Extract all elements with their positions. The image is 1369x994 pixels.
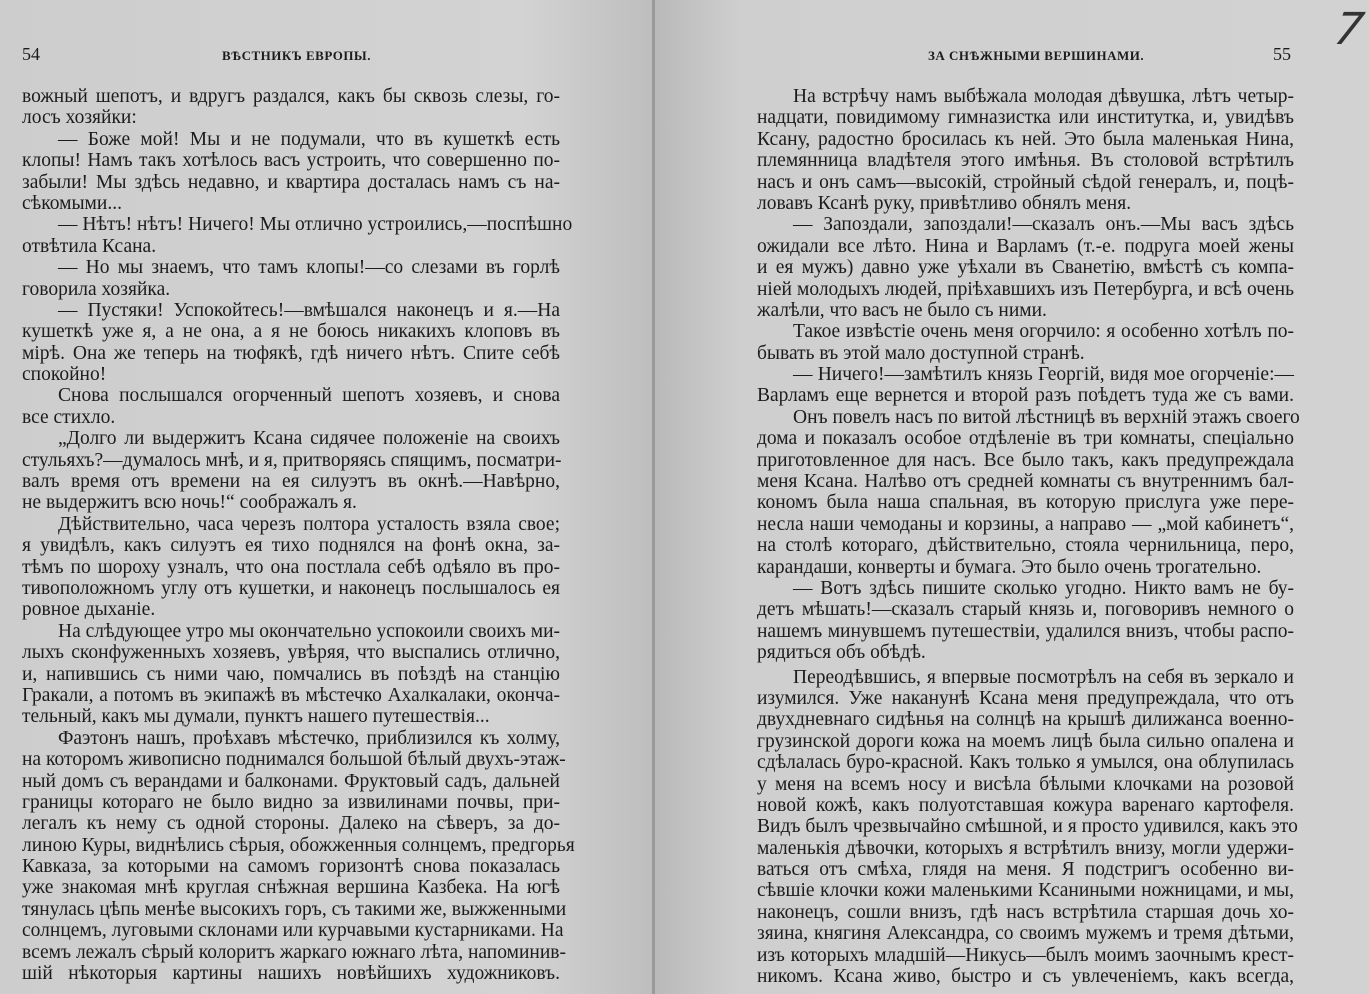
text-line: солнцемъ, луговыми склонами или курчавыми кустарниками. На xyxy=(22,920,564,942)
text-line: племянница владѣтеля этого имѣнья. Въ столовой встрѣтилъ xyxy=(757,150,1294,172)
running-head: ЗА СНѢЖНЫМИ ВЕРШИНАМИ. xyxy=(928,48,1145,63)
text-line: — Вотъ здѣсь пишите сколько угодно. Никто вамъ не бу- xyxy=(793,577,1294,599)
text-line: На слѣдующее утро мы окончательно успокоили своихъ ми- xyxy=(58,620,560,642)
text-line: новой кожѣ, какъ полуотставшая кожура варенаго картофеля. xyxy=(757,794,1294,816)
text-line: вожный шепотъ, и вдругъ раздался, какъ бы сквозь слезы, го- xyxy=(22,86,560,107)
text-line: и ея мужъ) давно уже уѣхали въ Сванетію, вмѣстѣ съ компа- xyxy=(757,257,1294,279)
text-line: у меня на всемъ носу и висѣла бѣлыми клочками на розовой xyxy=(757,773,1294,795)
text-line: грузинской дороги кожа на моемъ лицѣ была сильно опалена и xyxy=(757,730,1294,752)
text-line: говорила хозяйка. xyxy=(22,278,171,300)
text-line: клопы! Намъ такъ хотѣлось васъ устроить, что совершенно по- xyxy=(22,150,560,172)
text-line: двухдневнаго сидѣнья на солнцѣ на крышѣ дилижанса военно- xyxy=(757,709,1294,731)
text-line: — Нѣтъ! нѣтъ! Ничего! Мы отлично устроились,—поспѣшно xyxy=(58,214,573,236)
text-line: Кавказа, за которыми на самомъ горизонтѣ снова показалась xyxy=(22,856,560,878)
text-line: сдѣлалась буро-красной. Какъ только я умылся, она облупилась xyxy=(757,752,1294,774)
text-line: — Запоздали, запоздали!—сказалъ онъ.—Мы васъ здѣсь xyxy=(793,214,1294,236)
text-line: Варламъ еще вернется и второй разъ поѣдетъ туда же съ вами. xyxy=(757,385,1294,407)
text-line: карандаши, конверты и бумага. Это было очень трогательно. xyxy=(757,556,1262,578)
text-line: тивоположномъ углу отъ кушетки, и наконецъ послышалось ея xyxy=(22,577,560,599)
text-line: дома и показалъ особое отдѣленіе въ три комнаты, спеціально xyxy=(757,428,1294,450)
text-line: ніей молодыхъ людей, пріѣхавшихъ изъ Петербурга, и всѣ очень xyxy=(757,278,1294,300)
page-body-text xyxy=(22,86,575,985)
text-line: Фаэтонъ нашъ, проѣхавъ мѣстечко, приблизился къ холму, xyxy=(58,727,560,749)
book-gutter xyxy=(652,0,655,994)
text-line: тянулась цѣпь менѣе высокихъ горъ, съ такими же, выжженными xyxy=(22,898,567,920)
text-line: линою Куры, виднѣлись сѣрыя, обожженныя солнцемъ, предгорья xyxy=(22,834,575,856)
text-line: ный домъ съ верандами и балконами. Фруктовый садъ, дальней xyxy=(22,770,560,792)
text-line: жалѣли, что васъ не было съ ними. xyxy=(757,299,1047,321)
text-line: кономъ была наша спальная, въ которую прислуга уже пере- xyxy=(757,492,1294,514)
text-line: — Но мы знаемъ, что тамъ клопы!—со слезами въ горлѣ xyxy=(58,257,560,279)
text-line: и, напившись съ ними чаю, помчались въ поѣздѣ на станцію xyxy=(22,663,560,685)
text-line: стульяхъ?—думалось мнѣ, и я, притворяясь спящимъ, посматри- xyxy=(22,449,562,471)
text-line: на столѣ котораго, дѣйствительно, стояла чернильница, перо, xyxy=(757,535,1294,557)
handwritten-mark: 7 xyxy=(1330,4,1368,55)
page-number: 55 xyxy=(1273,44,1291,64)
page-number: 54 xyxy=(22,44,40,64)
text-line: ожидали все лѣто. Нина и Варламъ (т.-е. подруга моей жены xyxy=(757,235,1294,257)
text-line: Переодѣвшись, я впервые посмотрѣлъ на себя въ зеркало и xyxy=(793,666,1294,688)
text-line: меня Ксана. Налѣво отъ средней комнаты съ внутреннимъ бал- xyxy=(757,471,1294,493)
text-line: сѣвшіе клочки кожи маленькими Ксаниными ножницами, и мы, xyxy=(757,880,1294,902)
right-page xyxy=(655,0,1369,994)
text-line: бывать въ этой мало доступной странѣ. xyxy=(757,342,1085,364)
text-line: — Ничего!—замѣтилъ князь Георгій, видя мое огорченіе:— xyxy=(793,364,1294,386)
text-line: Дѣйствительно, часа черезъ полтора усталость взяла свое; xyxy=(58,513,560,535)
text-line: — Пустяки! Успокойтесь!—вмѣшался наконецъ и я.—На xyxy=(58,299,560,321)
text-line: легалъ къ нему съ одной стороны. Далеко на сѣверъ, за до- xyxy=(22,813,560,835)
text-line: ваться отъ смѣха, глядя на меня. Я подстригъ особенно ви- xyxy=(757,859,1294,881)
text-line: все стихло. xyxy=(22,406,116,428)
text-line: шій нѣкоторыя картины нашихъ новѣйшихъ художниковъ. xyxy=(22,963,560,985)
text-line: не выдержитъ всю ночь!“ соображалъ я. xyxy=(22,492,357,514)
text-line: тѣмъ по шороху узналъ, что она постлала себѣ одѣяло въ про- xyxy=(22,556,560,578)
text-line: границы котораго не было видно за извилинами почвы, при- xyxy=(22,791,560,813)
text-line: отвѣтила Ксана. xyxy=(22,235,157,257)
text-line: Ксану, радостно бросилась къ ней. Это была маленькая Нина, xyxy=(757,128,1294,150)
page-body-text xyxy=(757,86,1300,988)
text-line: всемъ лежалъ сѣрый колоритъ жаркаго южнаго лѣта, напоминив- xyxy=(22,941,566,963)
text-line: Гракали, а потомъ въ экипажѣ въ мѣстечко Ахалкалаки, оконча- xyxy=(22,684,560,706)
text-line: маленькія дѣвочки, которыхъ я встрѣтилъ внизу, могли удержи- xyxy=(757,837,1294,859)
text-line: Онъ повелъ насъ по витой лѣстницѣ въ верхній этажъ своего xyxy=(793,406,1300,428)
text-line: зяина, княгиня Александра, со своимъ мужемъ и тремя дѣтьми, xyxy=(757,923,1294,945)
left-page xyxy=(0,0,655,994)
text-line: изъ которыхъ младшій—Никусь—былъ моимъ заочнымъ крест- xyxy=(757,944,1294,966)
text-line: ловавъ Ксанѣ руку, привѣтливо обнялъ меня. xyxy=(757,192,1132,214)
text-line: валъ время отъ времени на ея силуэтъ въ окнѣ.—Навѣрно, xyxy=(22,471,560,493)
text-line: лосъ хозяйки: xyxy=(22,107,137,129)
running-head: ВѢСТНИКЪ ЕВРОПЫ. xyxy=(222,48,371,63)
text-line: лыхъ сконфуженныхъ хозяевъ, увѣряя, что выспались отлично, xyxy=(22,642,560,664)
text-line: — Боже мой! Мы и не подумали, что въ кушеткѣ есть xyxy=(58,128,560,150)
text-line: несла наши чемоданы и корзины, а направо — „мой кабинетъ“, xyxy=(757,513,1294,535)
text-line: я увидѣлъ, какъ силуэтъ ея тихо поднялся на фонѣ окна, за- xyxy=(22,535,560,557)
text-line: Видъ былъ чрезвычайно смѣшной, и я просто удивился, какъ это xyxy=(757,816,1298,838)
text-line: „Долго ли выдержитъ Ксана сидячее положеніе на своихъ xyxy=(58,428,560,450)
text-line: рядиться объ обѣдѣ. xyxy=(757,642,926,664)
text-line: Снова послышался огорченный шепотъ хозяевъ, и снова xyxy=(58,385,560,407)
text-line: тельный, какъ мы думали, пунктъ нашего путешествія... xyxy=(22,706,490,728)
text-line: наконецъ, сошли внизъ, гдѣ насъ встрѣтила старшая дочь хо- xyxy=(757,901,1294,923)
text-line: приготовленное для насъ. Все было такъ, какъ предупреждала xyxy=(757,449,1294,471)
text-line: никомъ. Ксана живо, быстро и съ увлеченіемъ, какъ всегда, xyxy=(757,966,1294,988)
text-line: На встрѣчу намъ выбѣжала молодая дѣвушка, лѣтъ четыр- xyxy=(793,86,1294,107)
text-line: сѣкомыми... xyxy=(22,192,122,214)
text-line: насъ и онъ самъ—высокій, стройный сѣдой генералъ, и, поцѣ- xyxy=(757,171,1294,193)
text-line: уже знакомая мнѣ круглая снѣжная вершина Казбека. На югѣ xyxy=(22,877,560,899)
text-line: спокойно! xyxy=(22,364,107,386)
text-line: на которомъ живописно поднимался большой бѣлый двухъ-этаж- xyxy=(22,749,566,771)
text-line: надцати, повидимому гимназистка или институтка, и, увидѣвъ xyxy=(757,107,1294,129)
text-line: мірѣ. Она же теперь на тюфякѣ, гдѣ ничего нѣтъ. Спите себѣ xyxy=(22,342,560,364)
text-line: детъ мѣшать!—сказалъ старый князь и, поговоривъ немного о xyxy=(757,599,1294,621)
text-line: кушеткѣ уже я, а не она, а я не боюсь никакихъ клоповъ въ xyxy=(22,321,560,343)
text-line: изумился. Уже наканунѣ Ксана меня предупреждала, что отъ xyxy=(757,687,1294,709)
text-line: Такое извѣстіе очень меня огорчило: я особенно хотѣлъ по- xyxy=(793,321,1294,343)
text-line: ровное дыханіе. xyxy=(22,599,156,621)
text-line: забыли! Мы здѣсь недавно, и квартира досталась намъ съ на- xyxy=(22,171,560,193)
text-line: нашемъ минувшемъ путешествіи, удалился внизъ, чтобы распо- xyxy=(757,620,1294,642)
